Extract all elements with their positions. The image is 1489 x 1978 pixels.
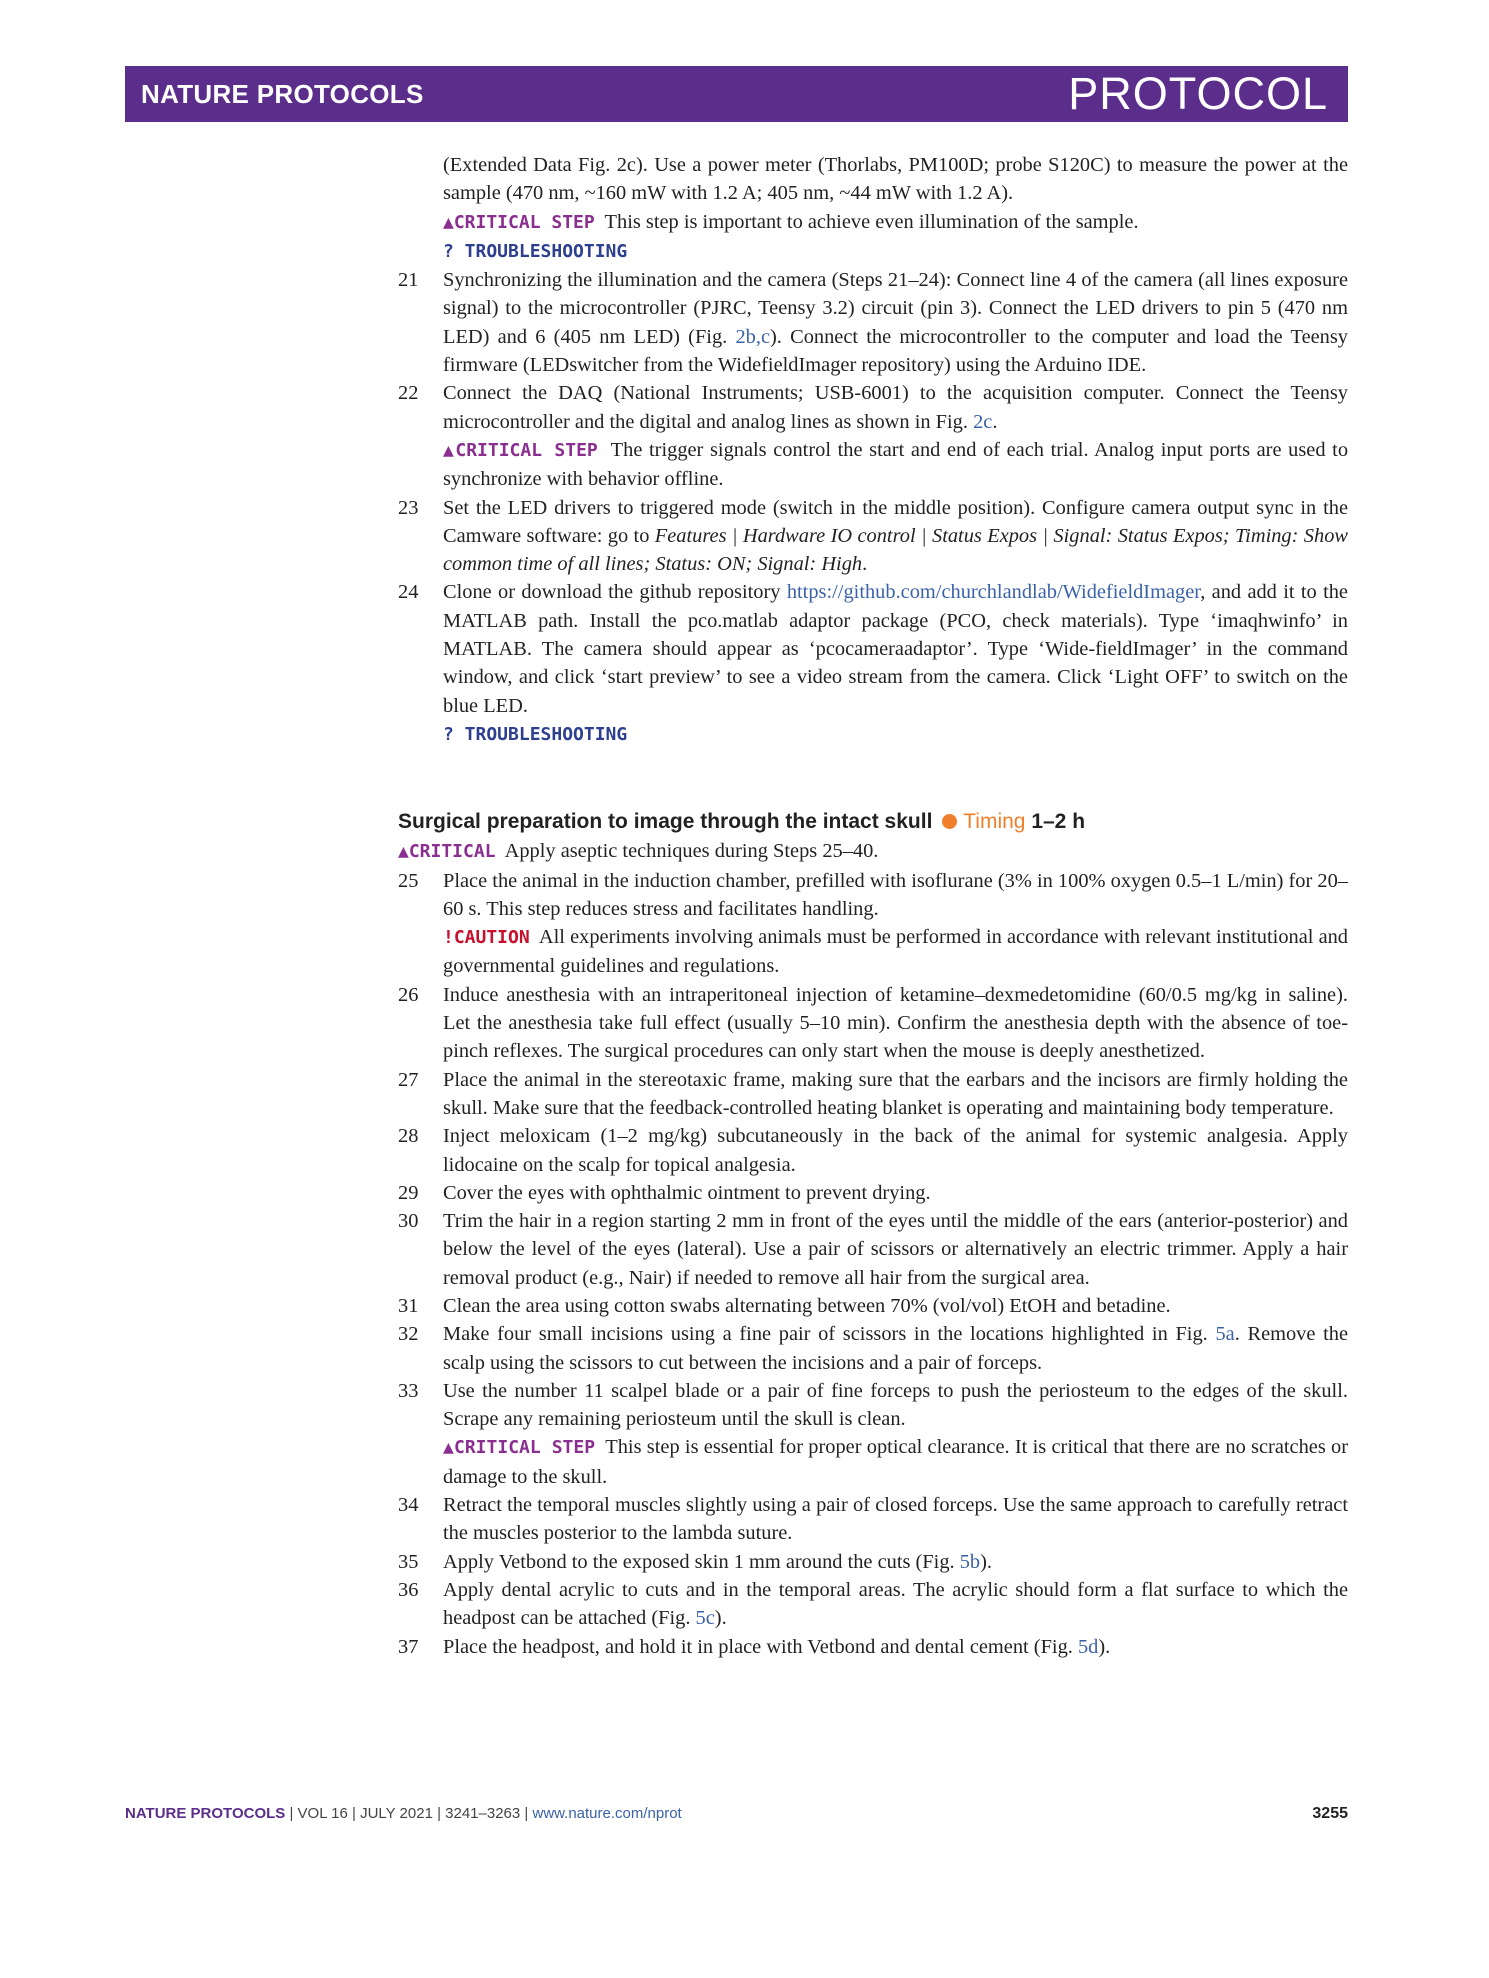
step-number: 21 (398, 269, 419, 292)
troubleshooting-link[interactable]: ? TROUBLESHOOTING (443, 240, 628, 262)
step-number: 27 (398, 1068, 419, 1091)
footer-journal: NATURE PROTOCOLS (125, 1805, 286, 1822)
troubleshooting-link[interactable]: ? TROUBLESHOOTING (443, 723, 628, 745)
caution-note: !CAUTION All experiments involving animals must be performed in accordance with relevant institutional and governmental guidelines and regulations. (443, 926, 1349, 978)
critical-step-note: ▲CRITICAL STEP This step is essential for proper optical clearance. It is critical that there are no scratches or damage to the skull. (443, 1436, 1349, 1488)
critical-step-note: ▲CRITICAL STEP This step is important to achieve even illumination of the sample. (443, 210, 1139, 233)
timing-dot-icon (942, 814, 957, 829)
step-number: 37 (398, 1635, 419, 1658)
figure-link[interactable]: 5c (695, 1607, 715, 1630)
step-number: 36 (398, 1578, 419, 1601)
page-footer (125, 1805, 1348, 1829)
section-heading: Surgical preparation to image through the intact skull Timing 1–2 h (398, 810, 1086, 834)
step-number: 31 (398, 1294, 419, 1317)
critical-step-label: ▲CRITICAL STEP (443, 211, 595, 233)
figure-link[interactable]: 5a (1215, 1323, 1235, 1346)
step-33: 33 Use the number 11 scalpel blade or a pair of fine forceps to push the periosteum to the edges of the skull. Scrape any remaining periosteum until the skull is clean. (398, 1377, 1348, 1434)
step-35: 35 Apply Vetbond to the exposed skin 1 mm around the cuts (Fig. 5b). (398, 1548, 1348, 1576)
step-20-continuation: (Extended Data Fig. 2c). Use a power meter (Thorlabs, PM100D; probe S120C) to measure the power at the sample (470 nm, ~160 mW with 1.2 A; 405 nm, ~44 mW with 1.2 A). (443, 154, 1348, 205)
figure-link[interactable]: 2c (973, 410, 993, 433)
step-21: 21 Synchronizing the illumination and the camera (Steps 21–24): Connect line 4 of the camera (all lines exposure signal) to the microcontroller (PJRC, Teensy 3.2) circuit (pin 3). Connect the LED drivers to pin 5 (470 nm LED) and 6 (405 nm LED) (Fig. 2b,c). Connect the microcontroller to the computer and load the Teensy firmware (LEDswitcher from the WidefieldImager repository) using the Arduino IDE. (398, 266, 1348, 379)
step-36: 36 Apply dental acrylic to cuts and in the temporal areas. The acrylic should form a flat surface to which the headpost can be attached (Fig. 5c). (398, 1576, 1348, 1633)
footer-url-link[interactable]: www.nature.com/nprot (532, 1805, 682, 1822)
step-number: 35 (398, 1550, 419, 1573)
page-body (398, 151, 1348, 1661)
journal-name: NATURE PROTOCOLS (141, 79, 424, 109)
step-23: 23 Set the LED drivers to triggered mode (switch in the middle position). Configure camera output sync in the Camware software: go to Features | Hardware IO control | Status Expos | Signal: Status Expos; Timing: Show common time of all lines; Status: ON; Signal: High. (398, 494, 1348, 579)
step-number: 33 (398, 1379, 419, 1402)
critical-step-note: ▲CRITICAL STEP The trigger signals control the start and end of each trial. Analog input ports are used to synchronize with behavior offline. (443, 438, 1349, 491)
critical-label: ▲CRITICAL (398, 841, 496, 863)
caution-label: !CAUTION (443, 927, 530, 949)
step-28: 28 Inject meloxicam (1–2 mg/kg) subcutaneously in the back of the animal for systemic analgesia. Apply lidocaine on the scalp for topical analgesia. (398, 1122, 1348, 1179)
troubleshooting-ref (398, 237, 1348, 266)
step-30: 30 Trim the hair in a region starting 2 mm in front of the eyes until the middle of the ears (anterior-posterior) and below the level of the eyes (lateral). Use a pair of scissors or alternatively an electric trimmer. Apply a hair removal product (e.g., Nair) if needed to remove all hair from the surgical area. (398, 1207, 1348, 1292)
step-number: 25 (398, 869, 419, 892)
article-type: PROTOCOL (1068, 68, 1328, 119)
step-29: 29 Cover the eyes with ophthalmic ointment to prevent drying. (398, 1179, 1348, 1207)
step-number: 29 (398, 1181, 419, 1204)
step-number: 30 (398, 1210, 419, 1233)
github-link[interactable]: https://github.com/churchlandlab/WidefieldImager (786, 581, 1201, 604)
step-34: 34 Retract the temporal muscles slightly using a pair of closed forceps. Use the same approach to carefully retract the muscles posterior to the lambda suture. (398, 1491, 1348, 1548)
step-number: 32 (398, 1323, 419, 1346)
step-number: 34 (398, 1494, 419, 1517)
step-25: 25 Place the animal in the induction chamber, prefilled with isoflurane (3% in 100% oxygen 0.5–1 L/min) for 20–60 s. This step reduces stress and facilitates handling. (398, 867, 1348, 924)
step-27: 27 Place the animal in the stereotaxic frame, making sure that the earbars and the incisors are firmly holding the skull. Make sure that the feedback-controlled heating blanket is operating and maintaining body temperature. (398, 1066, 1348, 1123)
section-critical-note: ▲CRITICAL Apply aseptic techniques during Steps 25–40. (398, 840, 879, 863)
figure-link[interactable]: 2b,c (735, 325, 771, 348)
step-number: 23 (398, 496, 419, 519)
step-number: 22 (398, 382, 419, 405)
troubleshooting-ref (398, 720, 1348, 749)
journal-header-bar (125, 66, 1348, 122)
figure-link[interactable]: 5b (959, 1550, 981, 1573)
step-31: 31 Clean the area using cotton swabs alternating between 70% (vol/vol) EtOH and betadine. (398, 1292, 1348, 1320)
timing-label: Timing (963, 810, 1026, 834)
step-24: 24 Clone or download the github repository https://github.com/churchlandlab/WidefieldImager, and add it to the MATLAB path. Install the pco.matlab adaptor package (PCO, check materials). Type ‘imaqhwinfo’ in MATLAB. The camera should appear as ‘pcocameraadaptor’. Type ‘Wide-fieldImager’ in the command window, and click ‘start preview’ to see a video stream from the camera. Click ‘Light OFF’ to switch on the blue LED. (398, 578, 1348, 719)
step-number: 28 (398, 1125, 419, 1148)
step-32: 32 Make four small incisions using a fine pair of scissors in the locations highlighted in Fig. 5a. Remove the scalp using the scissors to cut between the incisions and a pair of forceps. (398, 1320, 1348, 1377)
critical-step-label: ▲CRITICAL STEP (443, 439, 598, 461)
step-number: 24 (398, 581, 419, 604)
step-37: 37 Place the headpost, and hold it in place with Vetbond and dental cement (Fig. 5d). (398, 1633, 1348, 1661)
step-number: 26 (398, 983, 419, 1006)
step-22: 22 Connect the DAQ (National Instruments; USB-6001) to the acquisition computer. Connect the Teensy microcontroller and the digital and analog lines as shown in Fig. 2c. (398, 379, 1348, 436)
footer-citation: NATURE PROTOCOLS | VOL 16 | JULY 2021 | 3241–3263 | www.nature.com/nprot (125, 1805, 682, 1822)
timing-value: 1–2 h (1031, 810, 1086, 834)
step-26: 26 Induce anesthesia with an intraperitoneal injection of ketamine–dexmedetomidine (60/0.5 mg/kg in saline). Let the anesthesia take full effect (usually 5–10 min). Confirm the anesthesia depth with the absence of toe-pinch reflexes. The surgical procedures can only start when the mouse is deeply anesthetized. (398, 981, 1348, 1066)
figure-link[interactable]: 5d (1077, 1635, 1099, 1658)
critical-step-label: ▲CRITICAL STEP (443, 1437, 596, 1459)
page-number: 3255 (1312, 1805, 1348, 1822)
